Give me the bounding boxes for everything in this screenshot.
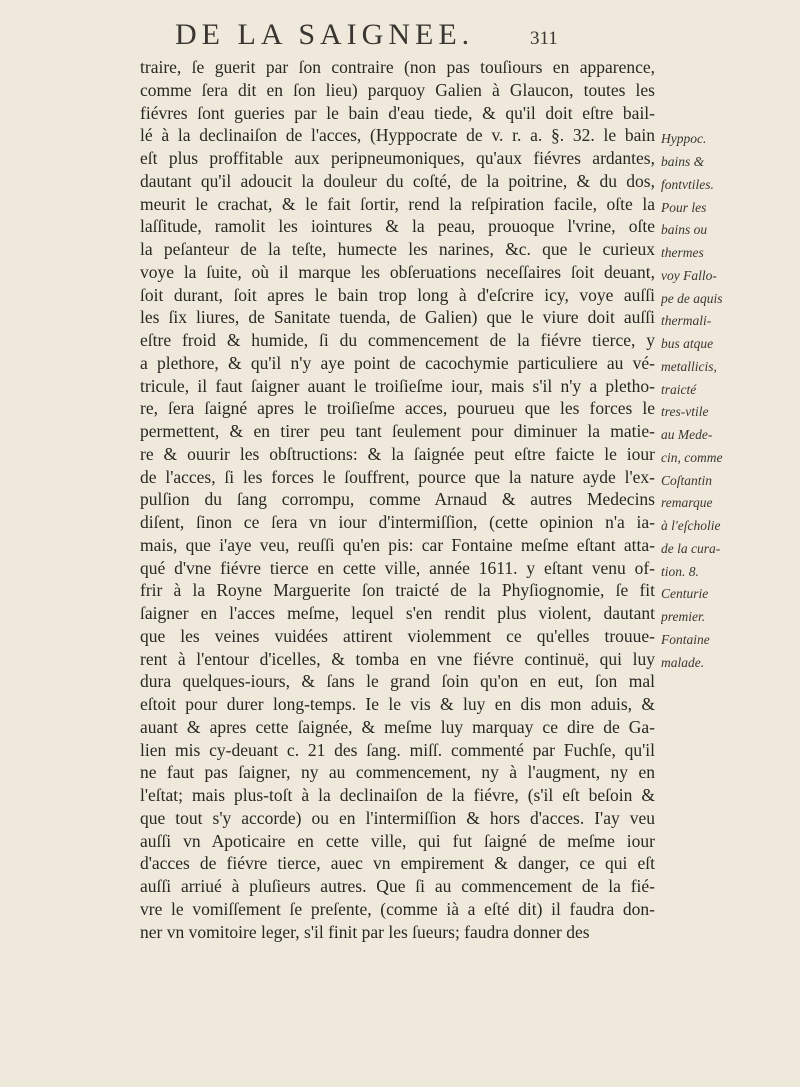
margin-note: traicté — [661, 381, 697, 397]
page-header — [0, 14, 800, 54]
text-line: l'eſtat; mais plus-toſt à la declinaiſon de la fiévre, (s'il eſt beſoin & — [140, 785, 655, 805]
text-line: d'acces de fiévre tierce, auec vn empirement & danger, ce qui eſt — [140, 853, 655, 874]
running-head: DE LA SAIGNEE. — [175, 18, 475, 51]
text-line: lé à la declinaiſon de l'acces, (Hyppocrate de v. r. a. §. 32. le bain — [140, 125, 655, 146]
text-line: eſtoit pour durer long-temps. Ie le vis & luy en dis mon aduis, & — [140, 694, 655, 714]
margin-note — [661, 83, 781, 106]
text-line: qué d'vne fiévre tierce en cette ville, année 1611. y eſtant venu of- — [140, 557, 655, 578]
margin-note: Coſtantin — [661, 472, 713, 488]
margin-note: cin, comme — [661, 449, 723, 465]
margin-note — [661, 60, 781, 83]
text-line: ſoit durant, ſoit apres le bain trop long à d'eſcrire icy, voye auſſi — [140, 284, 655, 305]
text-line: pulſion du ſang corrompu, comme Arnaud & autres Medecins — [140, 489, 655, 510]
margin-note: thermes — [661, 245, 704, 260]
margin-note: remarque — [661, 495, 713, 511]
text-line: laſſitude, ramolit les iointures & la peau, prouoque l'vrine, oſte — [140, 216, 655, 237]
text-line: ſaigner en l'acces meſme, lequel s'en rendit plus violent, dautant — [140, 603, 655, 623]
text-line: la peſanteur de la teſte, humecte les narines, &c. que le curieux — [140, 239, 655, 259]
margin-note: Pour les — [661, 199, 707, 215]
margin-note: fontvtiles. — [661, 176, 714, 192]
text-line: permettent, & en tirer peu tant ſeulement pour diminuer la matie- — [140, 421, 655, 441]
margin-notes — [661, 60, 781, 674]
margin-note: voy Fallo- — [661, 267, 717, 283]
margin-note: Hyppoc. — [661, 131, 707, 147]
text-line: comme ſera dit en ſon lieu) parquoy Galien à Glaucon, toutes les — [140, 79, 655, 100]
text-line: a plethore, & qu'il n'y aye point de cacochymie particuliere au vé- — [140, 352, 655, 373]
text-line: ne faut pas ſaigner, ny au commencement, ny à l'augment, ny en — [140, 762, 655, 783]
text-line: vre le vomiſſement ſe preſente, (comme ià a eſté dit) il faudra don- — [140, 898, 655, 919]
text-line: voye la ſuite, où il marque les obſeruations neceſſaires ſoit deuant, — [140, 261, 655, 282]
margin-note: metallicis, — [661, 358, 717, 374]
text-line: re & ouurir les obſtructions: & la ſaignée peut eſtre faicte le iour — [140, 443, 655, 464]
text-line: meurit le crachat, & le fait ſortir, rend la reſpiration facile, oſte la — [140, 193, 655, 214]
text-line: diſent, ſinon ce ſera vn iour d'intermiſſion, (cette opinion n'a ia- — [140, 512, 655, 532]
text-line: auſſi vn Apoticaire en cette ville, qui fut ſaigné de meſme iour — [140, 830, 655, 851]
margin-note: bains ou — [661, 222, 708, 238]
text-line: lien mis cy-deuant c. 21 des ſang. miſſ. commenté par Fuchſe, qu'il — [140, 739, 655, 760]
margin-note: Fontaine — [661, 631, 710, 647]
margin-note: thermali- — [661, 313, 712, 329]
margin-note: à l'eſcholie — [661, 518, 721, 533]
text-line: traire, ſe guerit par ſon contraire (non pas touſiours en apparence, — [140, 57, 655, 77]
text-line: auſſi arriué à pluſieurs autres. Que ſi au commencement de la fié- — [140, 876, 655, 896]
margin-note: malade. — [661, 654, 705, 670]
text-line: fiévres ſont gueries par le bain d'eau tiede, & qu'il doit eſtre bail- — [140, 102, 655, 123]
text-line: re, ſera ſaigné apres le troiſieſme acces, pourueu que les forces le — [140, 398, 655, 419]
text-line: dura quelques-iours, & ſans le grand ſoin qu'on en eut, ſon mal — [140, 671, 655, 692]
text-line: auant & apres cette ſaignée, & meſme luy marquay ce dire de Ga- — [140, 716, 655, 737]
margin-note: Centurie — [661, 586, 709, 602]
text-line: que les veines vuidées attirent violemment ce qu'elles trouue- — [140, 625, 655, 646]
margin-note: tion. 8. — [661, 563, 699, 579]
page-number: 311 — [530, 28, 558, 49]
main-text-block — [140, 56, 655, 943]
text-line: que tout s'y accorde) ou en l'intermiſſion & hors d'acces. I'ay veu — [140, 807, 655, 828]
margin-note: bains & — [661, 154, 705, 169]
text-line: rent à l'entour d'icelles, & tomba en vne fiévre continuë, qui luy — [140, 648, 655, 669]
text-line: dautant qu'il adoucit la douleur du coſté, de la poitrine, & du dos, — [140, 170, 655, 191]
text-line: eſtre froid & humide, ſi du commencement de la fiévre tierce, y — [140, 330, 655, 350]
margin-note: pe de aquis — [661, 290, 723, 306]
margin-note: bus atque — [661, 336, 714, 351]
text-line: tricule, il faut ſaigner auant le troiſieſme iour, mais s'il n'y a pletho- — [140, 375, 655, 396]
text-line: eſt plus proffitable aux peripneumoniques, qu'aux fiévres ardantes, — [140, 148, 655, 168]
text-line: les ſix liures, de Sanitate tuenda, de Galien) que le viure doit auſſi — [140, 307, 655, 328]
margin-note: au Mede- — [661, 427, 713, 442]
text-line: mais, que i'aye veu, reuſſi qu'en pis: car Fontaine meſme eſtant atta- — [140, 534, 655, 555]
margin-note: de la cura- — [661, 540, 721, 556]
text-line: ner vn vomitoire leger, s'il finit par les ſueurs; faudra donner des — [140, 921, 590, 942]
text-line: frir à la Royne Marguerite ſon traicté de la Phyſiognomie, ſe fit — [140, 580, 655, 601]
margin-note: premier. — [661, 609, 706, 624]
margin-note — [661, 106, 781, 129]
text-line: de l'acces, ſi les forces le ſouffrent, pource que la nature ayde l'ex- — [140, 466, 655, 487]
margin-note: tres-vtile — [661, 404, 709, 420]
